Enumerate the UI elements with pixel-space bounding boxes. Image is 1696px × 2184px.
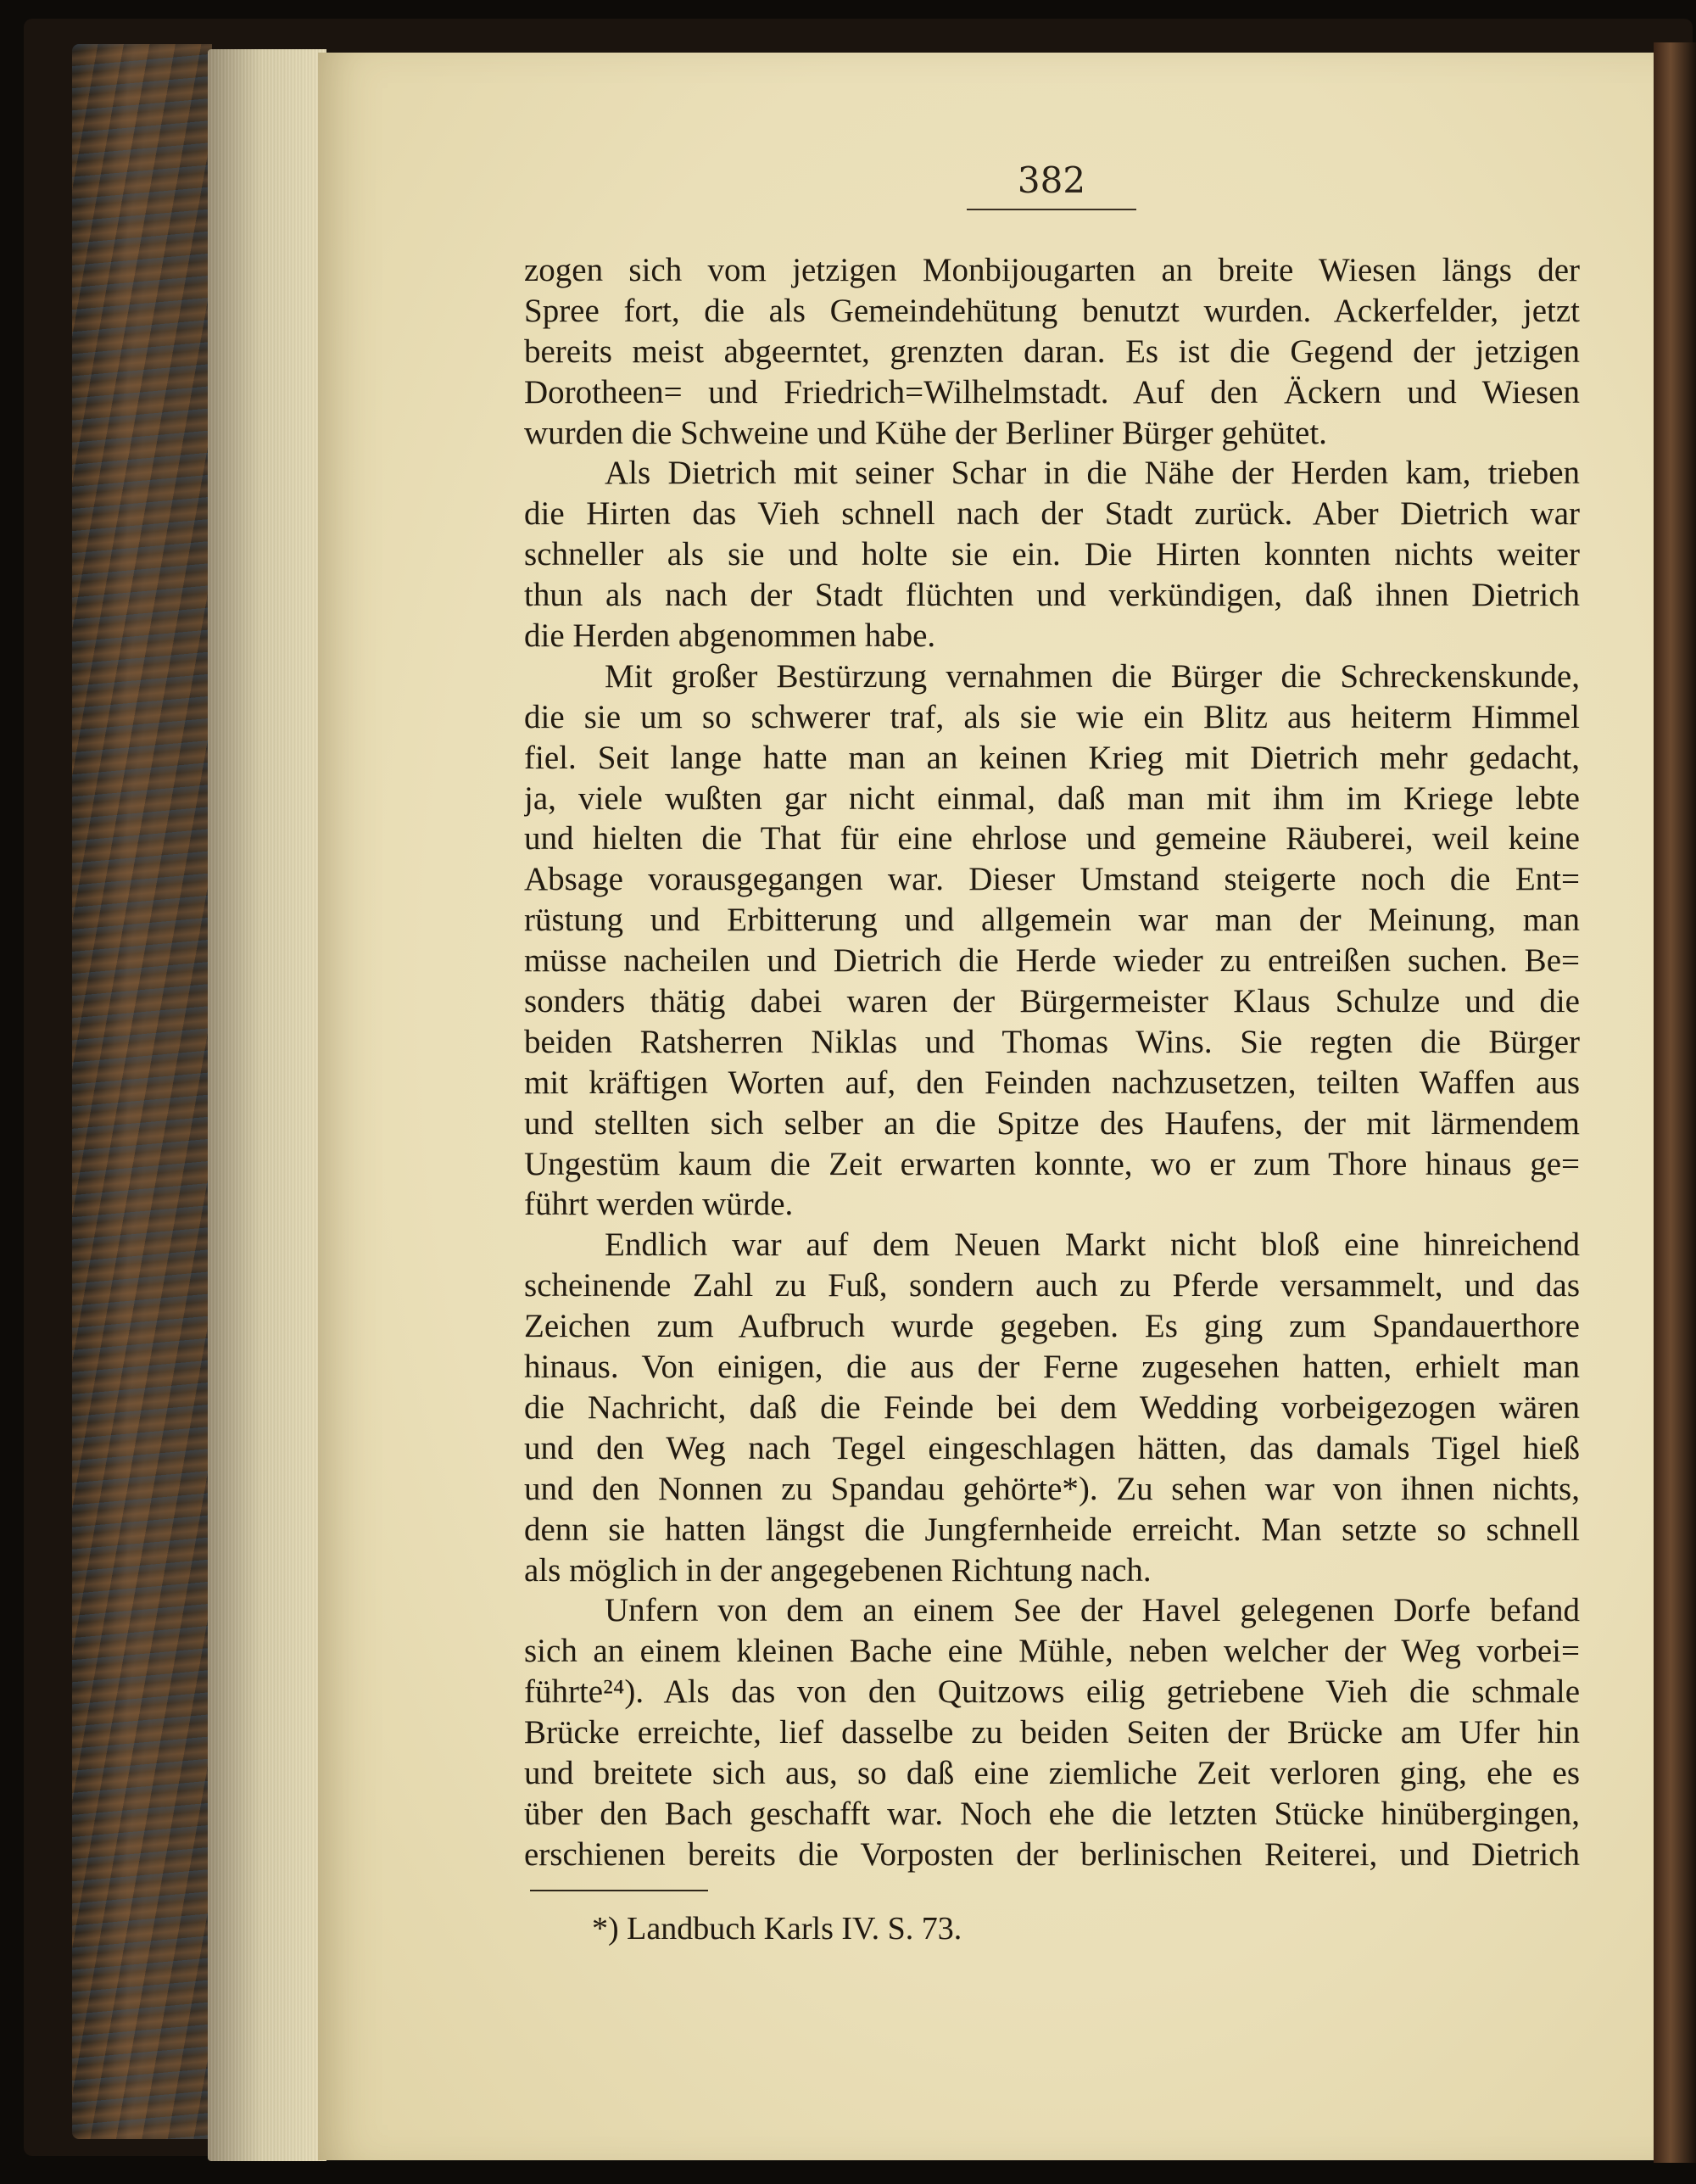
text-line: Unfern von dem an einem See der Havel gelegenen Dorfe befand bbox=[605, 1592, 1580, 1629]
binding-edge-right bbox=[1654, 42, 1696, 2163]
text-line: über den Bach geschafft war. Noch ehe die letzten Stücke hinübergingen, bbox=[524, 1795, 1580, 1832]
text-line: und den Nonnen zu Spandau gehörte*). Zu sehen war von ihnen nichts, bbox=[524, 1470, 1580, 1507]
text-line: Ungestüm kaum die Zeit erwarten konnte, wo er zum Thore hinaus ge= bbox=[524, 1145, 1580, 1182]
text-line: Absage vorausgegangen war. Dieser Umstand steigerte noch die Ent= bbox=[524, 861, 1580, 898]
text-line: ja, viele wußten gar nicht einmal, daß man mit ihm im Kriege lebte bbox=[524, 779, 1580, 817]
text-line: scheinende Zahl zu Fuß, sondern auch zu Pferde versammelt, und das bbox=[524, 1267, 1580, 1304]
body-text bbox=[524, 250, 1580, 1875]
text-line: hinaus. Von einigen, die aus der Ferne zugesehen hatten, erhielt man bbox=[524, 1349, 1580, 1386]
text-line: Spree fort, die als Gemeindehütung benutzt wurden. Ackerfelder, jetzt bbox=[524, 292, 1580, 329]
text-line: die Nachricht, daß die Feinde bei dem Wedding vorbeigezogen wären bbox=[524, 1388, 1580, 1426]
text-line: und breitete sich aus, so daß eine ziemliche Zeit verloren ging, ehe es bbox=[524, 1754, 1580, 1791]
text-line: und hielten die That für eine ehrlose und gemeine Räuberei, weil keine bbox=[524, 820, 1580, 857]
text-line: führte²⁴). Als das von den Quitzows eilig getriebene Vieh die schmale bbox=[524, 1673, 1580, 1711]
text-line: müsse nacheilen und Dietrich die Herde wieder zu entreißen suchen. Be= bbox=[524, 942, 1580, 980]
text-line: Als Dietrich mit seiner Schar in die Nähe der Herden kam, trieben bbox=[605, 455, 1580, 492]
text-line: mit kräftigen Worten auf, den Feinden nachzusetzen, teilten Waffen aus bbox=[524, 1064, 1580, 1101]
text-line: und den Weg nach Tegel eingeschlagen hätten, das damals Tigel hieß bbox=[524, 1429, 1580, 1466]
text-line: Brücke erreichte, lief dasselbe zu beiden Seiten der Brücke am Ufer hin bbox=[524, 1714, 1580, 1751]
text-line: thun als nach der Stadt flüchten und verkündigen, daß ihnen Dietrich bbox=[524, 577, 1580, 614]
text-line: Dorotheen= und Friedrich=Wilhelmstadt. Auf den Äckern und Wiesen bbox=[524, 373, 1580, 411]
text-line: Zeichen zum Aufbruch wurde gegeben. Es ging zum Spandauerthore bbox=[524, 1308, 1580, 1345]
text-line: und stellten sich selber an die Spitze des Haufens, der mit lärmendem bbox=[524, 1104, 1580, 1142]
text-line: zogen sich vom jetzigen Monbijougarten an breite Wiesen längs der bbox=[524, 252, 1580, 288]
text-line: bereits meist abgeerntet, grenzten daran. Es ist die Gegend der jetzigen bbox=[524, 332, 1580, 370]
text-line: sich an einem kleinen Bache eine Mühle, neben welcher der Weg vorbei= bbox=[524, 1633, 1580, 1670]
text-line: als möglich in der angegebenen Richtung nach. bbox=[524, 1551, 1152, 1589]
text-line: die Hirten das Vieh schnell nach der Stadt zurück. Aber Dietrich war bbox=[524, 495, 1580, 533]
text-line: die sie um so schwerer traf, als sie wie ein Blitz aus heiterm Himmel bbox=[524, 698, 1580, 735]
text-line: beiden Ratsherren Niklas und Thomas Wins. Sie regten die Bürger bbox=[524, 1023, 1580, 1060]
text-line: fiel. Seit lange hatte man an keinen Krieg mit Dietrich mehr gedacht, bbox=[524, 739, 1580, 776]
header-rule bbox=[967, 209, 1136, 210]
text-line: schneller als sie und holte sie ein. Die Hirten konnten nichts weiter bbox=[524, 536, 1580, 573]
text-line: führt werden würde. bbox=[524, 1186, 794, 1223]
text-line: erschienen bereits die Vorposten der berlinischen Reiterei, und Dietrich bbox=[524, 1835, 1580, 1873]
footnote: *) Landbuch Karls IV. S. 73. bbox=[592, 1911, 962, 1947]
footnote-rule bbox=[530, 1890, 708, 1891]
text-line: sonders thätig dabei waren der Bürgermeister Klaus Schulze und die bbox=[524, 983, 1580, 1020]
marbled-page-edge bbox=[72, 44, 212, 2139]
text-line: denn sie hatten längst die Jungfernheide erreicht. Man setzte so schnell bbox=[524, 1511, 1580, 1548]
text-line: Mit großer Bestürzung vernahmen die Bürger die Schreckenskunde, bbox=[605, 657, 1580, 695]
text-line: Endlich war auf dem Neuen Markt nicht bloß eine hinreichend bbox=[605, 1226, 1580, 1264]
text-line: die Herden abgenommen habe. bbox=[524, 617, 936, 655]
page-number: 382 bbox=[1017, 159, 1086, 201]
page-stack-edge bbox=[208, 49, 326, 2161]
text-line: rüstung und Erbitterung und allgemein war man der Meinung, man bbox=[524, 902, 1580, 939]
text-line: wurden die Schweine und Kühe der Berliner Bürger gehütet. bbox=[524, 414, 1327, 451]
